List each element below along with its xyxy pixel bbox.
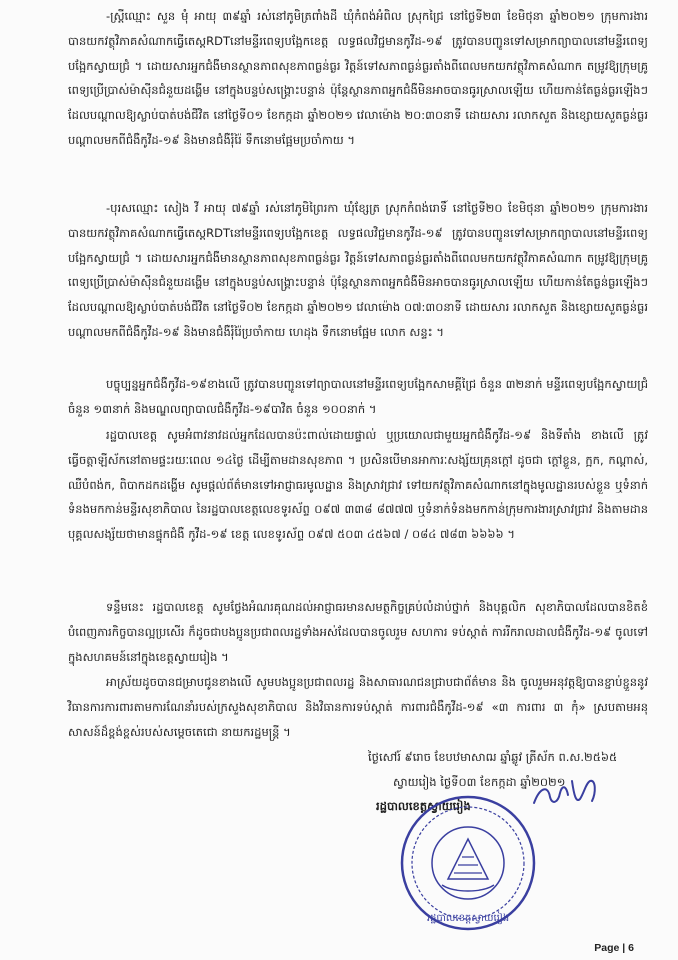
paragraph-thanks: ទន្ទឹមនេះ រដ្ឋបាលខេត្ត សូមថ្លែងអំណរគុណដល់អាជ្ញាធរមានសមត្ថកិច្ចគ្រប់លំដាប់ថ្នាក់ និងបុគ្គលិក សុខាភិបាលដែលបានខិតខំបំពេញភារកិច្ចបានល្អប្រសើរ ក៏ដូចជាបងប្អូនប្រជាពលរដ្ឋទាំងអស់ដែលបានចូលរួម សហការ ទប់ស្កាត់ ការរីករាលដាលជំងឺកូវីដ-១៩ ចូលទៅក្នុងសហគមន៍នៅក្នុងខេត្តស្វាយរៀង ។ (68, 600, 648, 664)
place-and-date: ស្វាយរៀង ថ្ងៃទី០៣ ខែកក្កដា ឆ្នាំ២០២១ (393, 775, 566, 789)
handwritten-signature (530, 773, 610, 813)
official-seal (398, 793, 538, 933)
paragraph-case-2: -បុរសឈ្មោះ សៀង វី អាយុ ៧៩ឆ្នាំ រស់នៅភូមិព្រៃរកា ឃុំខ្សែត្រ ស្រុកកំពង់រោទិ៍ នៅថ្ងៃទី២០ ខែមិថុនា ឆ្នាំ២០២១ ក្រុមការងារបានយកវត្ថុវិភាគសំណាកធ្វើតេស្តRDTនៅមន្ទីរពេទ្យបង្អែកខេត្ត លទ្ធផលវិជ្ជមានកូវីដ-១៩ ត្រូវបានបញ្ជូនទៅសម្រាកព្យាបាលនៅមន្ទីរពេទ្យបង្អែកស្វាយជ្រំ ។ ដោយសារអ្នកជំងឺមានស្ថានភាពសុខភាពធ្ងន់ធ្ងរ វិត្តន៍ទៅសភាពធ្ងន់ធ្ងរតាំងពីពេលមកយកវត្ថុវិភាគសំណាក តម្រូវឱ្យក្រុមគ្រូពេទ្យប្រើប្រាស់ម៉ាស៊ីនជំនួយដង្ហើម នៅក្នុងបន្ទប់សង្គ្រោះបន្ទាន់ ប៉ុន្តែស្ថានភាពអ្នកជំងឺមិនអាចបានធូរស្រាលឡើយ ហើយកាន់តែធ្ងន់ធ្ងរឡើងៗ ដែលបណ្តាលឱ្យស្លាប់បាត់បង់ជីវិត នៅថ្ងៃទី០២ ខែកក្កដា ឆ្នាំ២០២១ វេលាម៉ោង ០៧:៣០នាទី ដោយសារ រលាកសួត និងខ្សោយសួតធ្ងន់ធ្ងរបណ្តាលមកពីជំងឺកូវីដ-១៩ និងមានជំងឺរុំរ៉ៃប្រចាំកាយ ហេដុង ទឹកនោមផ្អែម លោក សន្ទះ ។ (68, 201, 648, 339)
paragraph-current-patients: បច្ចុប្បន្នអ្នកជំងឺកូវីដ-១៩ខាងលើ ត្រូវបានបញ្ជូនទៅព្យាបាលនៅមន្ទីរពេទ្យបង្អែកសាមគ្គីជ្រៃ ចំនួន ៣២នាក់ មន្ទីរពេទ្យបង្អែកស្វាយជ្រំ ចំនួន ១៣នាក់ និងមណ្ឌលព្យាបាលជំងឺកូវីដ-១៩បាវិត ចំនួន ១០០នាក់ ។ (68, 377, 648, 416)
signatory-title: រដ្ឋបាលខេត្តស្វាយរៀង (376, 799, 471, 813)
paragraph-appeal: រដ្ឋបាលខេត្ត សូមអំពាវនាវដល់អ្នកដែលបានប៉ះពាល់ដោយផ្ទាល់ ឬប្រយោលជាមួយអ្នកជំងឺកូវីដ-១៩ និងទីតាំង ខាងលើ ត្រូវធ្វើចត្តាឡីស័កនៅតាមផ្ទះរយៈពេល ១៤ថ្ងៃ ដើម្បីតាមដានសុខភាព ។ ប្រសិនបើមានអាការៈសង្ស័យគ្រុនក្តៅ ដូចជា ក្តៅខ្លួន, ក្អក, កណ្តាស់, ឈឺបំពង់ក, ពិបាកដកដង្ហើម សូមផ្តល់ព័ត៌មានទៅអាជ្ញាធរមូលដ្ឋាន និងស្រាវជ្រាវ ទៅយកវត្ថុវិភាគសំណាកនៅក្នុងមូលដ្ឋានរបស់ខ្លួន ឬទំនាក់ទំនងមកកាន់មន្ទីរសុខាភិបាល នៃរដ្ឋបាលខេត្តលេខទូរស័ព្ទ ០៩៧ ៣៣៨ ៨៧៧៧ ឬទំនាក់ទំនងមកកាន់ក្រុមការងារស្រាវជ្រាវ និងតាមដានបុគ្គលសង្ស័យថាមានផ្ទុកជំងឺ កូវីដ-១៩ ខេត្ត លេខទូរស័ព្ទ ០៩៧ ៥០៣ ៤៥៦៧ / ០៨៤ ៧៨៣ ៦៦៦៦ ។ (68, 428, 648, 542)
page-number: Page | 6 (594, 942, 634, 954)
paragraph-case-1: -ស្ត្រីឈ្មោះ សួន មុំ អាយុ ៣៩ឆ្នាំ រស់នៅភូមិត្រពាំងដី ឃុំកំពង់អំពិល ស្រុកជ្រៃ នៅថ្ងៃទី២៣ ខែមិថុនា ឆ្នាំ២០២១ ក្រុមការងារបានយកវត្ថុវិភាគសំណាកធ្វើតេស្តRDTនៅមន្ទីរពេទ្យបង្អែកខេត្ត លទ្ធផលវិជ្ជមានកូវីដ-១៩ ត្រូវបានបញ្ជូនទៅសម្រាកព្យាបាលនៅមន្ទីរពេទ្យបង្អែកស្វាយជ្រំ ។ ដោយសារអ្នកជំងឺមានស្ថានភាពសុខភាពធ្ងន់ធ្ងរ វិត្តន៍ទៅសភាពធ្ងន់ធ្ងរតាំងពីពេលមកយកវត្ថុវិភាគសំណាក តម្រូវឱ្យក្រុមគ្រូពេទ្យប្រើប្រាស់ម៉ាស៊ីនជំនួយដង្ហើម នៅក្នុងបន្ទប់សង្គ្រោះបន្ទាន់ ប៉ុន្តែស្ថានភាពអ្នកជំងឺមិនអាចបានធូរស្រាលឡើយ ហើយកាន់តែធ្ងន់ធ្ងរឡើងៗ ដែលបណ្តាលឱ្យស្លាប់បាត់បង់ជីវិត នៅថ្ងៃទី០១ ខែកក្កដា ឆ្នាំ២០២១ វេលាម៉ោង ២០:៣០នាទី ដោយសារ រលាកសួត និងខ្សោយសួតធ្ងន់ធ្ងរបណ្តាលមកពីជំងឺកូវីដ-១៩ និងមានជំងឺរុំរ៉ៃ ទឹកនោមផ្អែមប្រចាំកាយ ។ (68, 9, 648, 147)
lunar-date: ថ្ងៃសៅរ៍ ៩រោច ខែបឋមាសាឍ ឆ្នាំឆ្លូវ ត្រីស័ក ព.ស.២៥៦៥ (368, 750, 618, 764)
paragraph-conclusion: អាស្រ័យដូចបានជម្រាបជូនខាងលើ សូមបងប្អូនប្រជាពលរដ្ឋ និងសាធារណជនជ្រាបជាព័ត៌មាន និង ចូលរួមអនុវត្តឱ្យបានខ្ជាប់ខ្ជួននូវវិធានការការពារតាមការណែនាំរបស់ក្រសួងសុខាភិបាល និងវិធានការទប់ស្កាត់ ការពារជំងឺកូវីដ-១៩ «៣ ការពារ ៣ កុំ» ស្របតាមអនុសាសន៍ដ៏ខ្ពង់ខ្ពស់របស់សម្តេចតេជោ នាយករដ្ឋមន្ត្រី ។ (68, 675, 648, 739)
seal-inscription: រដ្ឋបាលខេត្តស្វាយរៀង (426, 913, 510, 924)
